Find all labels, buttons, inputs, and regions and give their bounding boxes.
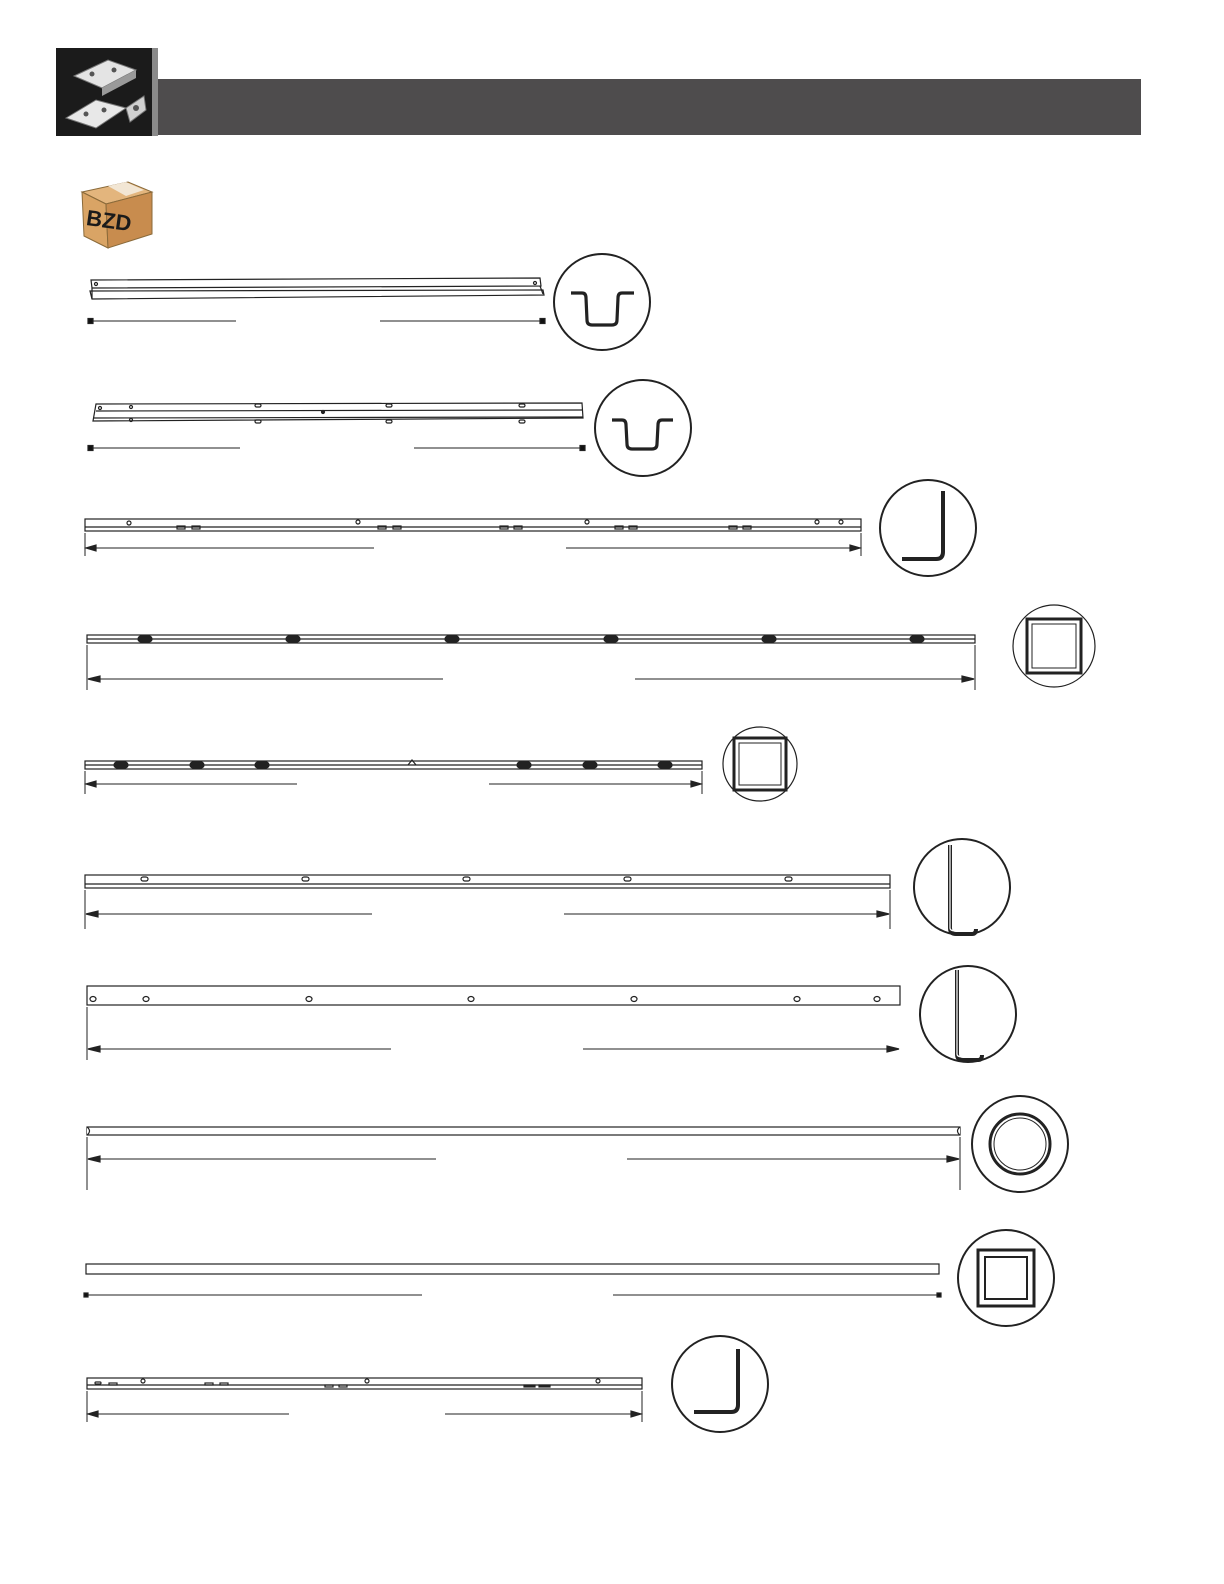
part-1-hat-channel bbox=[88, 254, 650, 350]
part-6-j-channel bbox=[85, 839, 1010, 935]
part-8-round-tube bbox=[87, 1096, 1068, 1192]
part-9-square-bar bbox=[84, 1230, 1054, 1326]
part-2-hat-channel bbox=[88, 380, 691, 476]
part-3-angle bbox=[85, 480, 976, 576]
part-7-j-channel bbox=[87, 966, 1016, 1062]
part-4-square-tube bbox=[87, 605, 1095, 690]
part-10-angle bbox=[87, 1336, 768, 1432]
package-label: BZD bbox=[84, 205, 134, 237]
section-header-bar bbox=[158, 79, 1141, 135]
bracket-hardware-icon bbox=[56, 48, 158, 136]
parts-drawing bbox=[0, 240, 1224, 1440]
part-5-square-tube bbox=[85, 727, 797, 801]
